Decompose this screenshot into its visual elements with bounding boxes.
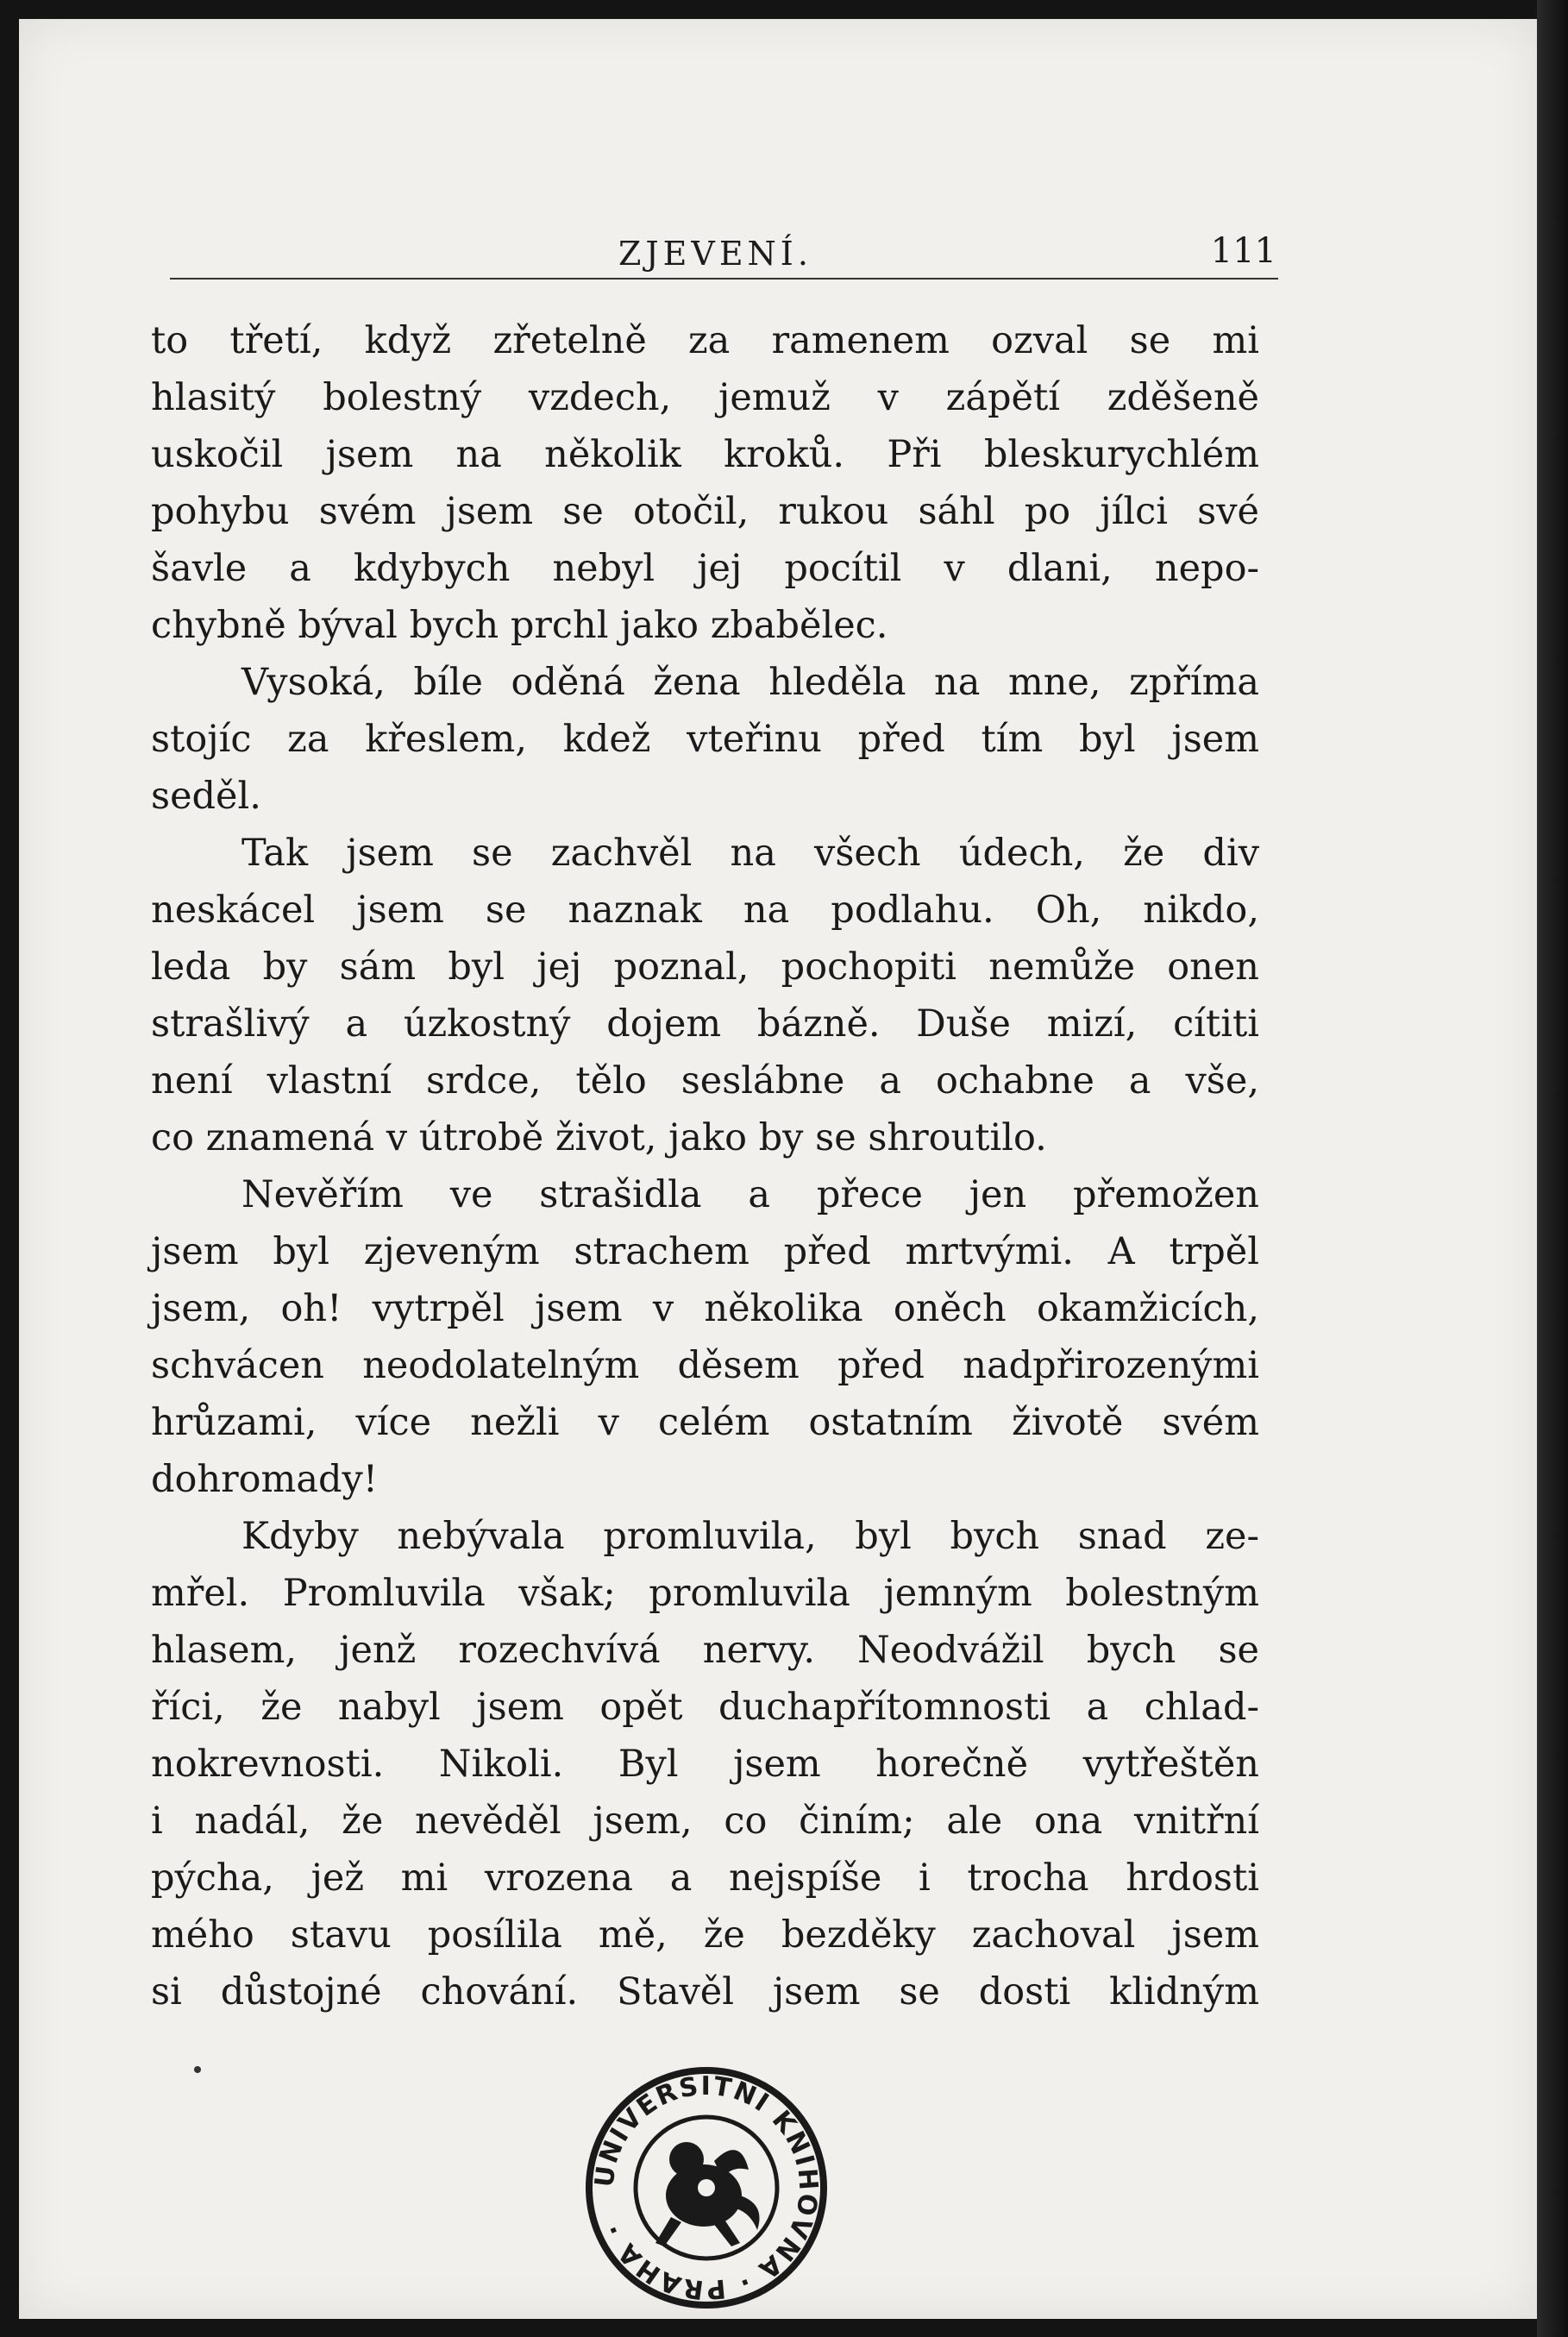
- text-line: neskácel jsem se naznak na podlahu. Oh, nikdo,: [151, 889, 1259, 932]
- text-line: seděl.: [151, 775, 261, 818]
- text-line: hrůzami, více nežli v celém ostatním životě svém: [151, 1401, 1259, 1444]
- text-line: strašlivý a úzkostný dojem bázně. Duše mizí, cítiti: [151, 1002, 1259, 1046]
- text-line: hlasitý bolestný vzdech, jemuž v zápětí zděšeně: [151, 376, 1259, 419]
- dark-right-edge: [1537, 0, 1568, 2337]
- text-line: co znamená v útrobě život, jako by se shroutilo.: [151, 1116, 1047, 1159]
- text-line: mřel. Promluvila však; promluvila jemným bolestným: [151, 1572, 1259, 1615]
- text-line: dohromady!: [151, 1458, 379, 1501]
- text-line: si důstojné chování. Stavěl jsem se dosti klidným: [151, 1970, 1259, 2013]
- text-line: i nadál, že nevěděl jsem, co činím; ale ona vnitřní: [151, 1800, 1259, 1843]
- text-line: to třetí, když zřetelně za ramenem ozval se mi: [151, 319, 1259, 362]
- text-line: chybně býval bych prchl jako zbabělec.: [151, 604, 888, 647]
- text-line: hlasem, jenž rozechvívá nervy. Neodvážil bych se: [151, 1629, 1259, 1672]
- text-line: nokrevnosti. Nikoli. Byl jsem horečně vytřeštěn: [151, 1743, 1259, 1786]
- text-line: pýcha, jež mi vrozena a nejspíše i trocha hrdosti: [151, 1856, 1259, 1900]
- body-text: [151, 312, 1259, 2020]
- text-line: Tak jsem se zachvěl na všech údech, že div: [241, 832, 1259, 875]
- text-line: stojíc za křeslem, kdež vteřinu před tím byl jsem: [151, 718, 1259, 761]
- text-line: schvácen neodolatelným děsem před nadpřirozenými: [151, 1344, 1259, 1387]
- text-line: jsem byl zjeveným strachem před mrtvými. A trpěl: [151, 1230, 1259, 1273]
- running-title: ZJEVENÍ.: [618, 235, 812, 273]
- text-line: Nevěřím ve strašidla a přece jen přemožen: [241, 1173, 1259, 1216]
- text-line: mého stavu posílila mě, že bezděky zachoval jsem: [151, 1913, 1259, 1957]
- text-line: pohybu svém jsem se otočil, rukou sáhl po jílci své: [151, 490, 1259, 533]
- text-line: není vlastní srdce, tělo seslábne a ochabne a vše,: [151, 1059, 1259, 1103]
- text-line: Vysoká, bíle oděná žena hleděla na mne, zpříma: [241, 661, 1259, 704]
- stamp-text: UNIVERSITNÍ KNIHOVNA · PRAHA ·: [589, 2070, 824, 2305]
- text-line: leda by sám byl jej poznal, pochopiti nemůže onen: [151, 945, 1259, 989]
- text-line: jsem, oh! vytrpěl jsem v několika oněch okamžicích,: [151, 1287, 1259, 1330]
- library-stamp-icon: [585, 2066, 828, 2309]
- text-line: Kdyby nebývala promluvila, byl bych snad ze-: [241, 1515, 1259, 1558]
- text-line: uskočil jsem na několik kroků. Při bleskurychlém: [151, 433, 1259, 476]
- page-number: 111: [1210, 231, 1276, 271]
- text-line: říci, že nabyl jsem opět duchapřítomnosti a chlad-: [151, 1686, 1259, 1729]
- page-header: [170, 226, 1278, 280]
- ink-speck: [194, 2066, 201, 2073]
- text-line: šavle a kdybych nebyl jej pocítil v dlani, nepo-: [151, 547, 1259, 590]
